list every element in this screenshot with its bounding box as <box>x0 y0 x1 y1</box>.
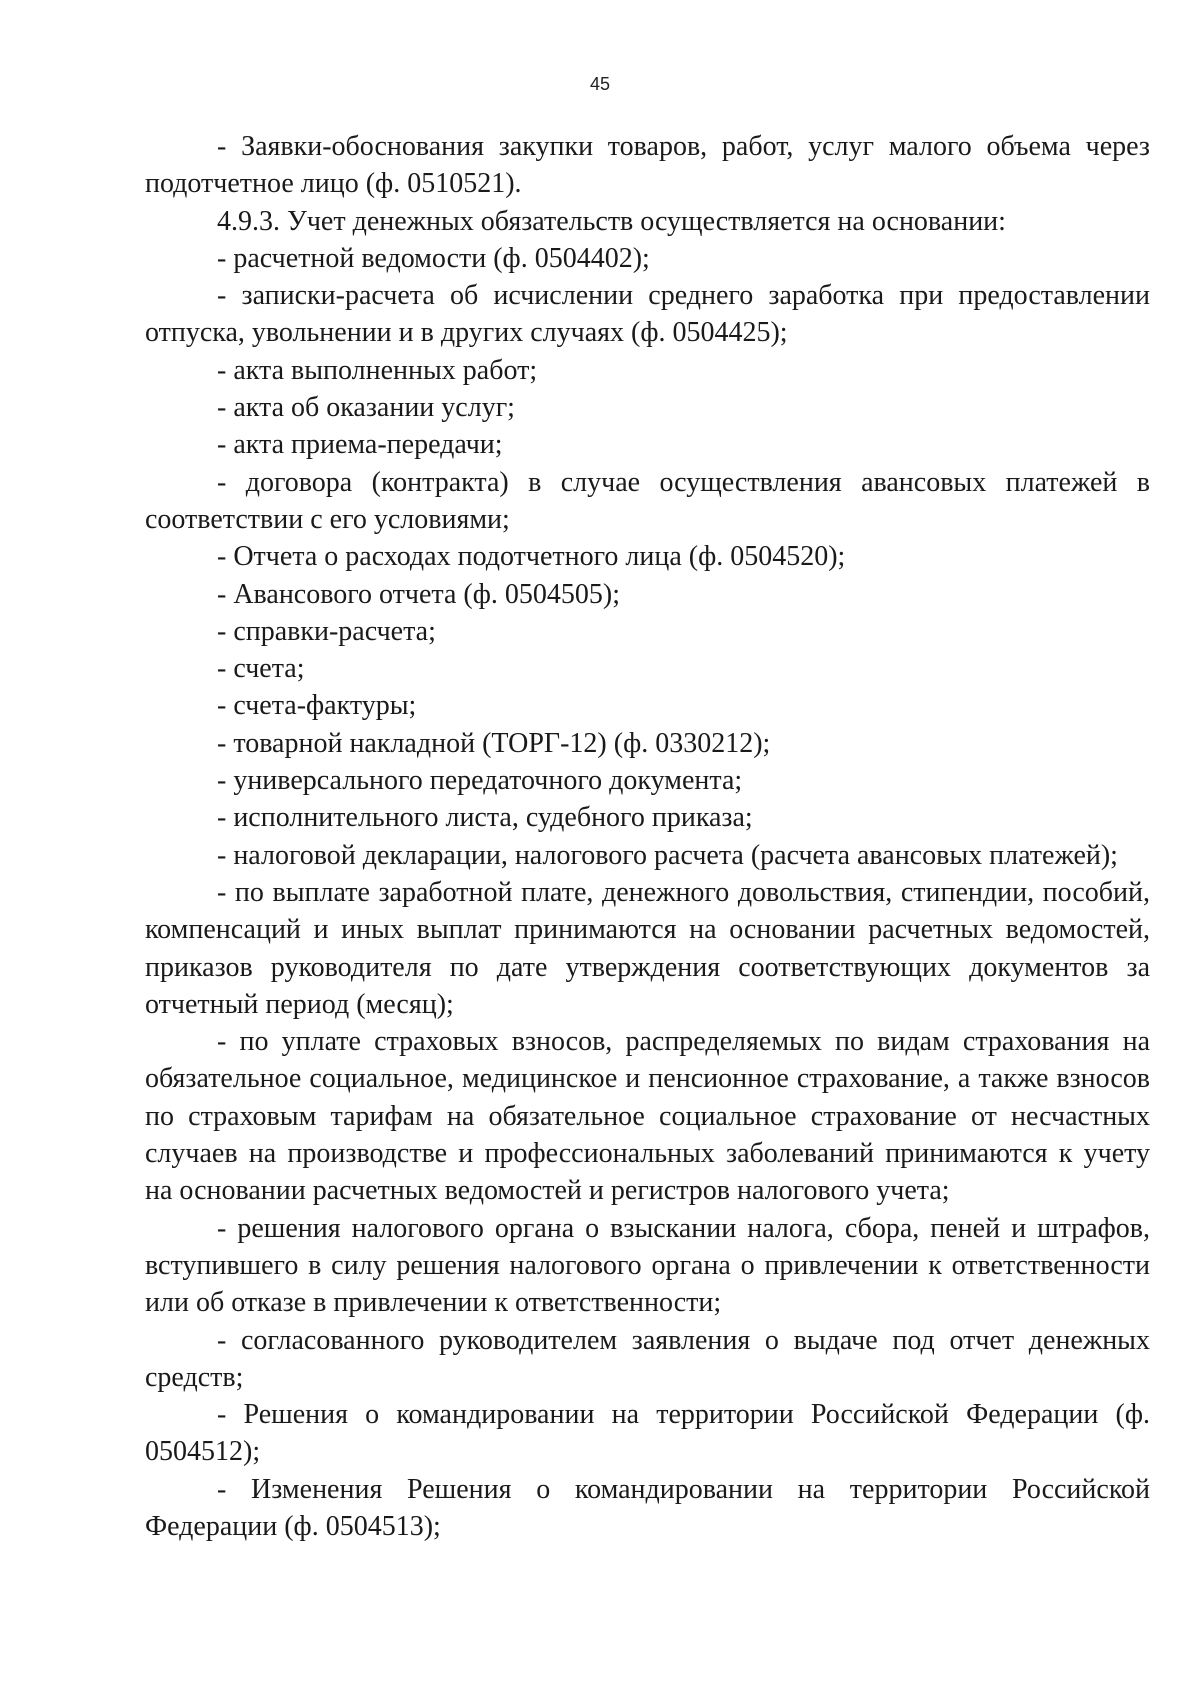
list-item-nalogovoy-deklaracii: - налоговой декларации, налогового расчета (расчета авансовых платежей); <box>217 839 1118 871</box>
list-item-universalnogo-dokumenta: - универсального передаточного документа; <box>217 765 743 797</box>
page-number: 45 <box>589 74 611 94</box>
list-item-resheniya-nalogovogo-organa: - решения налогового органа о взыскании налога, сбора, пеней и штрафов, вступившего в силу решения налогового органа о привлечении к ответственности или об отказе в привлечении к ответственности; <box>145 1212 1150 1319</box>
list-item-akta-priema-peredachi: - акта приема-передачи; <box>217 429 503 461</box>
list-item-raschetnoy-vedomosti: - расчетной ведомости (ф. 0504402); <box>217 242 650 274</box>
list-item-scheta-faktury: - счета-фактуры; <box>217 690 417 722</box>
list-item-akta-vypolnennyh-rabot: - акта выполненных работ; <box>217 354 538 386</box>
paragraph-section-4-9-3: 4.9.3. Учет денежных обязательств осуществляется на основании: <box>217 205 1006 237</box>
list-item-resheniya-o-komandirovanii: - Решения о командировании на территории Российской Федерации (ф. 0504512); <box>145 1399 1150 1468</box>
list-item-scheta: - счета; <box>217 653 305 685</box>
document-body <box>145 128 1150 1545</box>
list-item-akta-ob-okazanii-uslug: - акта об оказании услуг; <box>217 392 515 424</box>
list-item-dogovora-kontrakta: - договора (контракта) в случае осуществления авансовых платежей в соответствии с его условиями; <box>145 466 1150 535</box>
list-item-avansovogo-otcheta: - Авансового отчета (ф. 0504505); <box>217 578 621 610</box>
list-item-po-uplate-strahovyh-vznosov: - по уплате страховых взносов, распределяемых по видам страхования на обязательное социальное, медицинское и пенсионное страхование, а также взносов по страховым тарифам на обязательное социальное страхование от несчастных случаев на производстве и профессиональных заболеваний принимаются к учету на основании расчетных ведомостей и регистров налогового учета; <box>145 1026 1150 1207</box>
list-item-spravki-rascheta: - справки-расчета; <box>217 615 436 647</box>
list-item-otcheta-o-rashodah: - Отчета о расходах подотчетного лица (ф. 0504520); <box>217 541 846 573</box>
list-item-po-vyplate-zarabotnoy-platy: - по выплате заработной плате, денежного довольствия, стипендии, пособий, компенсаций и иных выплат принимаются на основании расчетных ведомостей, приказов руководителя по дате утверждения соответствующих документов за отчетный период (месяц); <box>145 876 1150 1020</box>
list-item-ispolnitelnogo-lista: - исполнительного листа, судебного приказа; <box>217 802 753 834</box>
paragraph-zayavki-obosnovaniya: - Заявки-обоснования закупки товаров, работ, услуг малого объема через подотчетное лицо (ф. 0510521). <box>145 131 1150 200</box>
list-item-zapiski-rascheta: - записки-расчета об исчислении среднего заработка при предоставлении отпуска, увольнении и в других случаях (ф. 0504425); <box>145 280 1150 349</box>
list-item-tovarnoy-nakladnoy: - товарной накладной (ТОРГ-12) (ф. 0330212); <box>217 727 771 759</box>
list-item-soglasovannogo-zayavleniya: - согласованного руководителем заявления о выдаче под отчет денежных средств; <box>145 1324 1150 1393</box>
list-item-izmeneniya-resheniya: - Изменения Решения о командировании на территории Российской Федерации (ф. 0504513); <box>145 1473 1150 1542</box>
